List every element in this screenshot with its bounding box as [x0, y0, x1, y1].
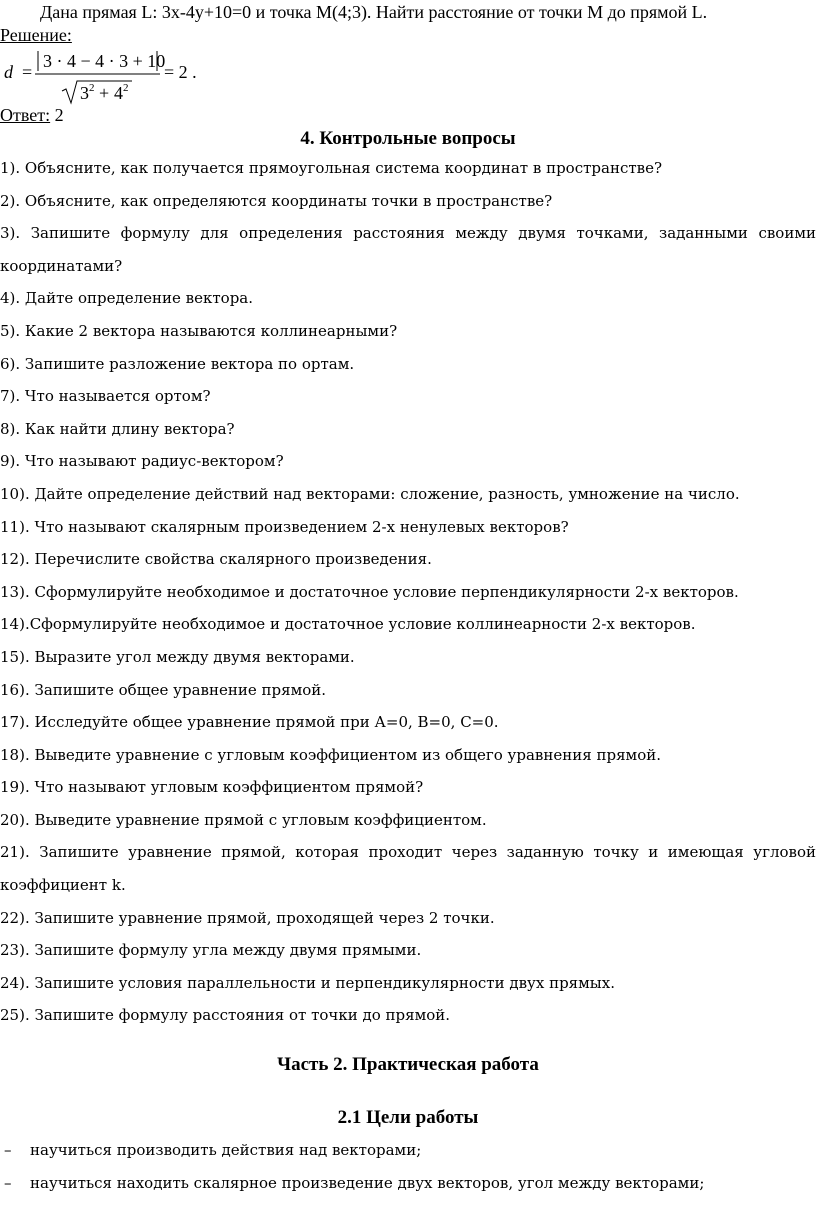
list-item: 24). Запишите условия параллельности и перпендикулярности двух прямых.	[0, 973, 615, 992]
list-item: 10). Дайте определение действий над векторами: сложение, разность, умножение на число.	[0, 484, 740, 503]
formula-eq-sign: =	[22, 62, 33, 82]
list-item: 1). Объясните, как получается прямоугольная система координат в пространстве?	[0, 159, 663, 177]
denominator-exp-1: 2	[89, 82, 95, 94]
list-item	[0, 1134, 816, 1167]
solution-label: Решение:	[0, 25, 72, 45]
list-item: 12). Перечислите свойства скалярного произведения.	[0, 550, 432, 569]
part-2-title: Часть 2. Практическая работа	[277, 1054, 539, 1075]
list-item: 2). Объясните, как определяются координаты точки в пространстве?	[0, 191, 553, 210]
formula-lhs: d	[4, 62, 13, 82]
goals-subtitle: 2.1 Цели работы	[337, 1107, 479, 1128]
answer-label: Ответ:	[0, 105, 51, 125]
answer-value: 2	[50, 105, 64, 125]
control-questions-list	[0, 152, 816, 1032]
denominator-base-1: 3	[80, 83, 89, 103]
list-item: 14).Сформулируйте необходимое и достаточное условие коллинеарности 2-х векторов.	[0, 615, 696, 634]
goal-text: научиться производить действия над векторами;	[30, 1141, 422, 1159]
list-item: 4). Дайте определение вектора.	[0, 289, 254, 308]
section-4-title: 4. Контрольные вопросы	[300, 128, 516, 149]
list-item: 5). Какие 2 вектора называются коллинеарными?	[0, 321, 398, 340]
list-item: 13). Сформулируйте необходимое и достаточное условие перпендикулярности 2-х векторов.	[0, 582, 739, 601]
answer-line	[0, 105, 64, 126]
list-item: 25). Запишите формулу расстояния от точки до прямой.	[0, 1006, 451, 1025]
goals-list	[0, 1134, 816, 1200]
list-item: 22). Запишите уравнение прямой, проходящей через 2 точки.	[0, 908, 495, 927]
list-item: 21). Запишите уравнение прямой, которая проходит через заданную точку и имеющая угловой коэффициент k.	[0, 843, 816, 895]
bullet-dash: –	[4, 1174, 12, 1192]
distance-formula	[0, 47, 260, 107]
list-item: 7). Что называется ортом?	[0, 387, 211, 406]
list-item: 11). Что называют скалярным произведением 2-х ненулевых векторов?	[0, 517, 569, 536]
list-item: 3). Запишите формулу для определения расстояния между двумя точками, заданными своими координатами?	[0, 224, 816, 275]
bullet-dash: –	[4, 1141, 12, 1159]
denominator-exp-2: 2	[123, 82, 129, 94]
list-item: 15). Выразите угол между двумя векторами.	[0, 647, 355, 666]
list-item: 19). Что называют угловым коэффициентом прямой?	[0, 778, 424, 797]
denominator-base-2: 4	[114, 83, 123, 103]
list-item: 20). Выведите уравнение прямой с угловым коэффициентом.	[0, 810, 487, 829]
list-item: 16). Запишите общее уравнение прямой.	[0, 680, 327, 699]
list-item	[0, 1167, 816, 1200]
goal-text: научиться находить скалярное произведение двух векторов, угол между векторами;	[30, 1174, 705, 1192]
list-item: 6). Запишите разложение вектора по ортам.	[0, 354, 355, 373]
formula-numerator: 3 · 4 − 4 · 3 + 10	[43, 51, 166, 71]
list-item: 17). Исследуйте общее уравнение прямой при А=0, В=0, С=0.	[0, 713, 499, 732]
list-item: 8). Как найти длину вектора?	[0, 419, 235, 438]
list-item: 9). Что называют радиус-вектором?	[0, 452, 284, 471]
denominator-plus: +	[99, 83, 110, 103]
problem-statement: Дана прямая L: 3x-4y+10=0 и точка M(4;3). Найти расстояние от точки M до прямой L.	[40, 2, 708, 22]
list-item: 23). Запишите формулу угла между двумя прямыми.	[0, 941, 422, 960]
list-item: 18). Выведите уравнение с угловым коэффициентом из общего уравнения прямой.	[0, 745, 661, 764]
formula-result: = 2 .	[164, 62, 197, 82]
